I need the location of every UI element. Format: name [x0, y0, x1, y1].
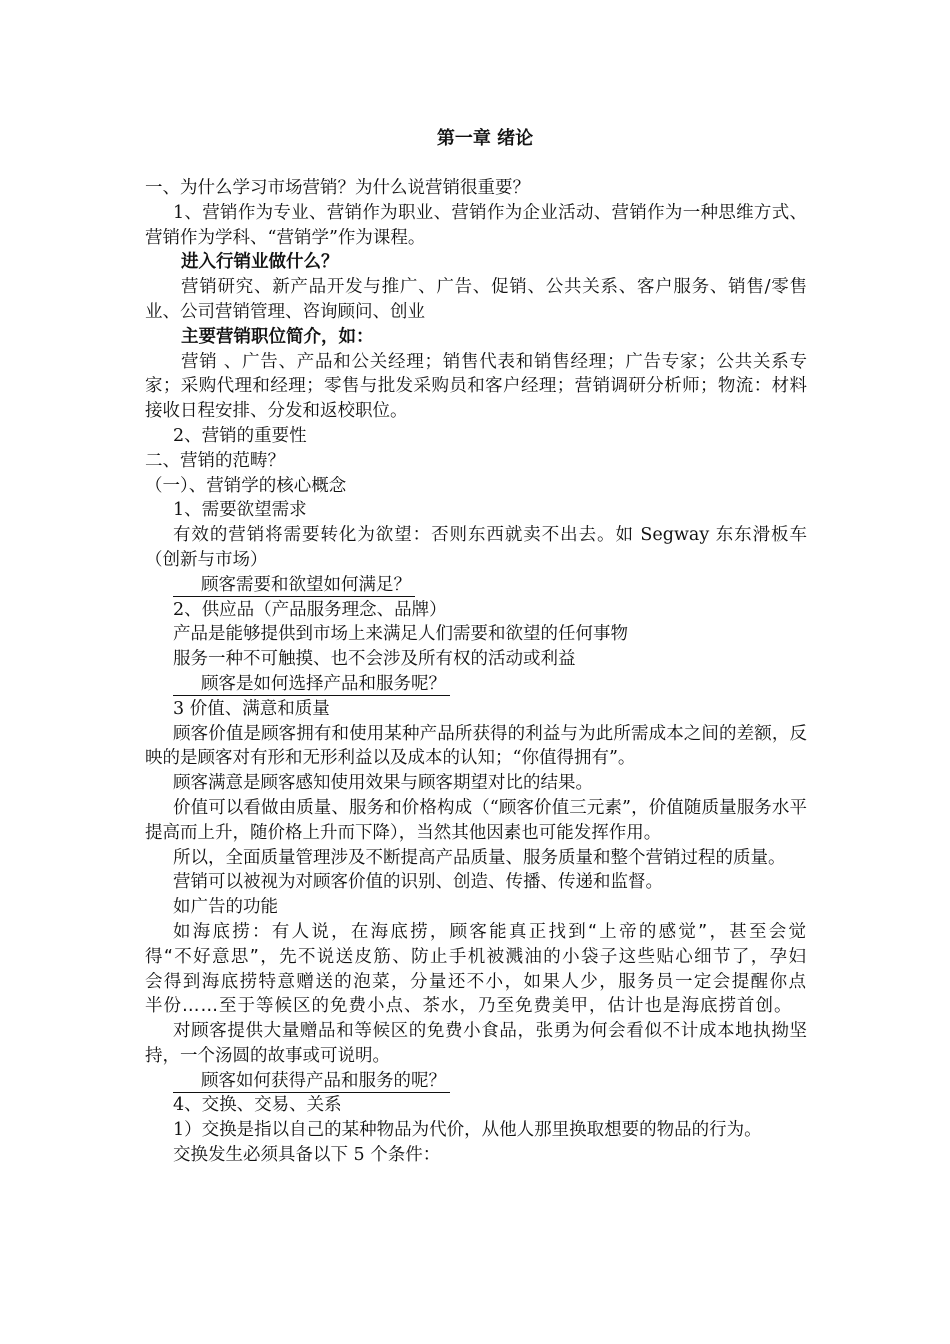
heading-why-marketing: 一、为什么学习市场营销？为什么说营销很重要？	[145, 178, 530, 198]
subheading: 进入行销业做什么？	[181, 252, 339, 273]
paragraph: 交换发生必须具备以下 5 个条件：	[173, 1145, 441, 1166]
underlined-question: 顾客需要和欲望如何满足？	[145, 573, 807, 598]
paragraph: 营销 、广告、产品和公关经理；销售代表和销售经理；广告专家；公共关系专家；采购代理和经理；零售与批发采购员和客户经理；营销调研分析师；物流：材料接收日程安排、分发和返校职位。	[145, 351, 807, 422]
underlined-question: 顾客如何获得产品和服务的呢？	[145, 1069, 807, 1094]
paragraph: 有效的营销将需要转化为欲望：否则东西就卖不出去。如 Segway 东东滑板车（创新与市场）	[145, 525, 807, 570]
paragraph: 产品是能够提供到市场上来满足人们需要和欲望的任何事物	[173, 624, 628, 645]
paragraph: 2、供应品（产品服务理念、品牌）	[173, 599, 447, 620]
paragraph: 顾客满意是顾客感知使用效果与顾客期望对比的结果。	[173, 773, 593, 794]
subheading: 主要营销职位简介，如：	[181, 326, 374, 347]
paragraph: 服务一种不可触摸、也不会涉及所有权的活动或利益	[173, 649, 576, 670]
document-body	[145, 176, 807, 1168]
paragraph: 3 价值、满意和质量	[173, 698, 330, 719]
underlined-question: 顾客是如何选择产品和服务呢？	[145, 672, 807, 697]
paragraph: 营销研究、新产品开发与推广、广告、促销、公共关系、客户服务、销售/零售业、公司营销管理、咨询顾问、创业	[145, 277, 807, 322]
heading-scope: 二、营销的范畴？	[145, 450, 285, 471]
paragraph: 对顾客提供大量赠品和等候区的免费小食品，张勇为何会看似不计成本地执拗坚持，一个汤圆的故事或可说明。	[145, 1021, 807, 1066]
paragraph: 所以，全面质量管理涉及不断提高产品质量、服务质量和整个营销过程的质量。	[173, 847, 786, 868]
paragraph: 营销可以被视为对顾客价值的识别、创造、传播、传递和监督。	[173, 872, 663, 893]
paragraph: 2、营销的重要性	[173, 425, 307, 446]
quote-paragraph: 如海底捞：有人说，在海底捞，顾客能真正找到“上帝的感觉”，甚至会觉得“不好意思”，先不说送皮筋、防止手机被溅油的小袋子这些贴心细节了，孕妇会得到海底捞特意赠送的泡菜，分量还不小，如果人少，服务员一定会提醒你点半份……至于等候区的免费小点、茶水，乃至免费美甲，估计也是海底捞首创。	[145, 921, 807, 1017]
paragraph: 4、交换、交易、关系	[173, 1095, 342, 1116]
paragraph: 价值可以看做由质量、服务和价格构成（“顾客价值三元素”，价值随质量服务水平提高而上升，随价格上升而下降），当然其他因素也可能发挥作用。	[145, 797, 807, 843]
chapter-title: 第一章 绪论	[436, 128, 534, 149]
subheading: （一）、营销学的核心概念	[145, 475, 347, 496]
paragraph: 1、需要欲望需求	[173, 500, 307, 521]
paragraph: 1、营销作为专业、营销作为职业、营销作为企业活动、营销作为一种思维方式、营销作为学科、“营销学”作为课程。	[145, 202, 807, 248]
paragraph: 1）交换是指以自己的某种物品为代价，从他人那里换取想要的物品的行为。	[173, 1120, 762, 1141]
paragraph: 如广告的功能	[173, 897, 278, 918]
paragraph: 顾客价值是顾客拥有和使用某种产品所获得的利益与为此所需成本之间的差额，反映的是顾客对有形和无形利益以及成本的认知；“你值得拥有”。	[145, 723, 807, 769]
